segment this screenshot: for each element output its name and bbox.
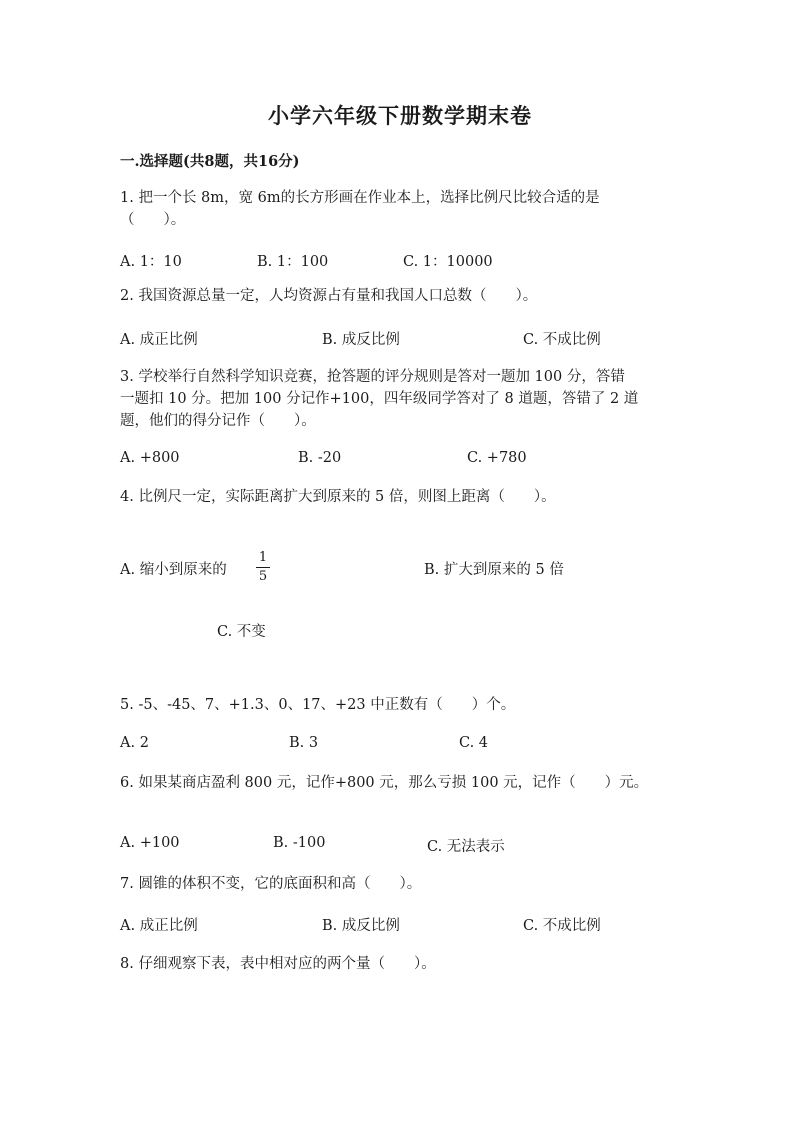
question-text-line: 4. 比例尺一定，实际距离扩大到原来的 5 倍，则图上距离（ ）。 — [120, 489, 556, 505]
option-a[interactable]: A. +100 — [120, 835, 180, 851]
option-c[interactable]: C. 不成比例 — [523, 918, 601, 934]
option-b[interactable]: B. -20 — [298, 450, 342, 466]
option-b[interactable]: B. 成反比例 — [322, 332, 400, 348]
question-text-line: 1. 把一个长 8m，宽 6m的长方形画在作业本上，选择比例尺比较合适的是 — [120, 190, 600, 206]
option-c[interactable]: C. +780 — [467, 450, 527, 466]
question-text-line: 2. 我国资源总量一定，人均资源占有量和我国人口总数（ ）。 — [120, 288, 538, 304]
fraction-denominator: 5 — [258, 569, 268, 584]
option-c[interactable]: C. 1：10000 — [403, 254, 493, 270]
question-text-line: 7. 圆锥的体积不变，它的底面积和高（ ）。 — [120, 876, 422, 892]
option-b[interactable]: B. 1：100 — [257, 254, 329, 270]
fraction-numerator: 1 — [258, 550, 268, 565]
option-a[interactable]: A. 缩小到原来的 — [120, 562, 227, 578]
option-b[interactable]: B. 3 — [289, 735, 319, 751]
question-8 — [120, 953, 436, 975]
option-a[interactable]: A. 1：10 — [120, 254, 182, 270]
question-text-line: （ ）。 — [120, 212, 186, 228]
page-title: 小学六年级下册数学期末卷 — [268, 103, 532, 128]
option-a[interactable]: A. +800 — [120, 450, 180, 466]
question-5 — [120, 694, 515, 716]
question-1 — [120, 187, 600, 231]
fraction-one-fifth — [256, 551, 270, 584]
option-b[interactable]: B. -100 — [273, 835, 326, 851]
question-2 — [120, 285, 537, 307]
question-3 — [120, 366, 638, 432]
question-text-line: 3. 学校举行自然科学知识竞赛，抢答题的评分规则是答对一题加 100 分，答错 — [120, 369, 625, 385]
question-6 — [120, 772, 648, 794]
question-4 — [120, 486, 556, 508]
question-text-line: 题，他们的得分记作（ ）。 — [120, 413, 316, 429]
option-c[interactable]: C. 无法表示 — [427, 839, 505, 855]
option-c[interactable]: C. 4 — [459, 735, 489, 751]
option-c[interactable]: C. 不变 — [217, 624, 266, 640]
fraction-bar — [256, 567, 270, 568]
option-a[interactable]: A. 成正比例 — [120, 918, 198, 934]
question-text-line: 8. 仔细观察下表，表中相对应的两个量（ ）。 — [120, 956, 436, 972]
question-text-line: 5. -5、-45、7、+1.3、0、17、+23 中正数有（ ）个。 — [120, 697, 516, 713]
question-7 — [120, 873, 421, 895]
option-c[interactable]: C. 不成比例 — [523, 332, 601, 348]
question-text-line: 6. 如果某商店盈利 800 元，记作+800 元，那么亏损 100 元，记作（ ）元。 — [120, 775, 649, 791]
section-heading: 一.选择题(共8题，共16分) — [120, 153, 300, 170]
option-b[interactable]: B. 成反比例 — [322, 918, 400, 934]
question-text-line: 一题扣 10 分。把加 100 分记作+100，四年级同学答对了 8 道题，答错了 2 道 — [120, 391, 639, 407]
option-a[interactable]: A. 2 — [120, 735, 149, 751]
option-a[interactable]: A. 成正比例 — [120, 332, 198, 348]
option-b[interactable]: B. 扩大到原来的 5 倍 — [424, 562, 564, 578]
